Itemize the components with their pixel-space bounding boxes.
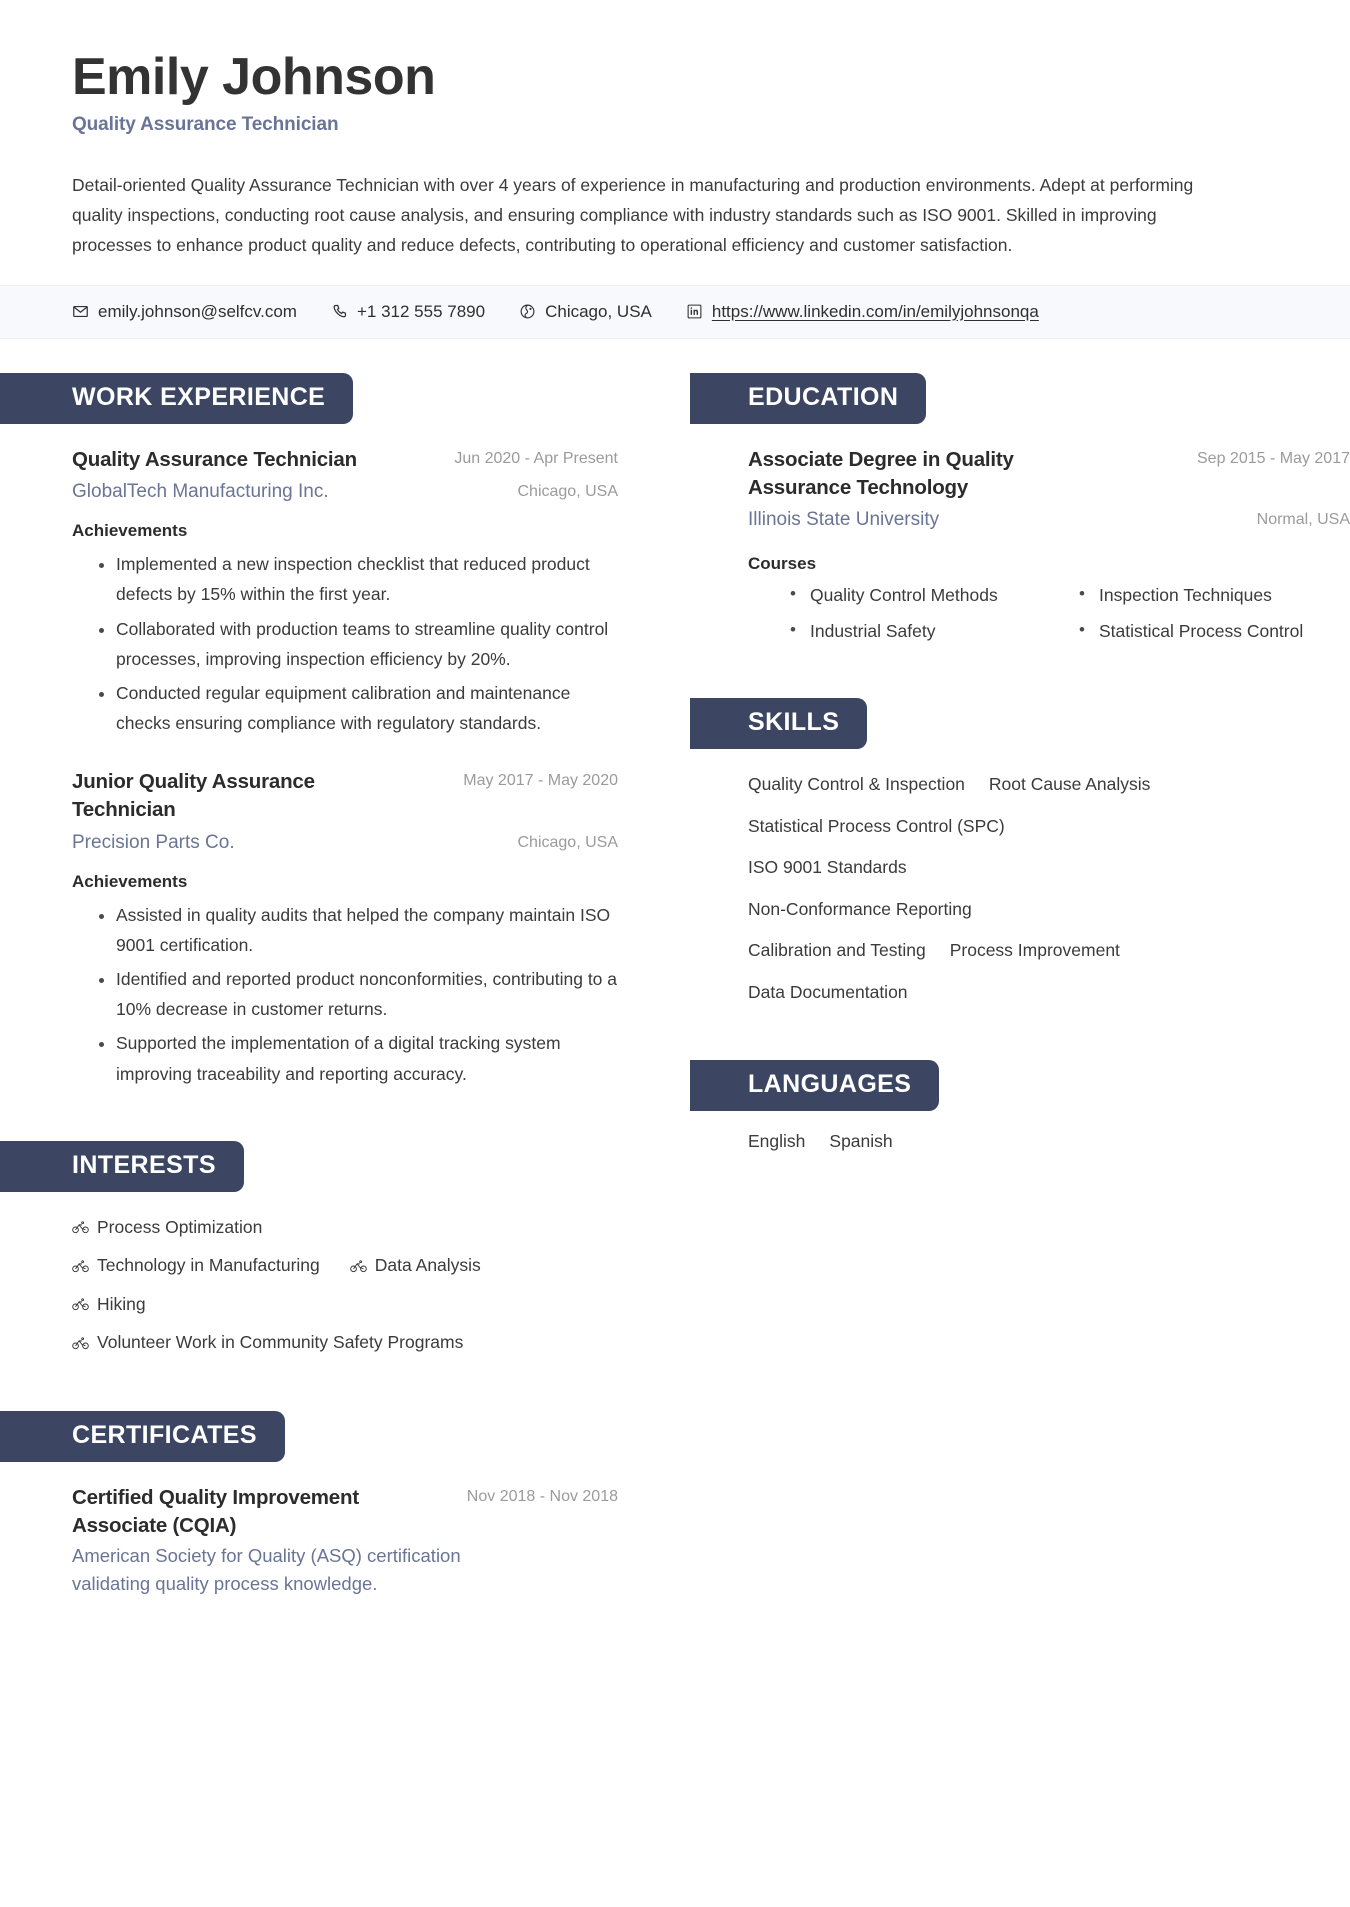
section-skills <box>690 698 1350 1008</box>
education-list <box>690 446 1350 645</box>
contact-phone-text: +1 312 555 7890 <box>356 301 486 321</box>
skill-item: Data Documentation <box>748 981 908 1002</box>
skill-item: Non-Conformance Reporting <box>748 898 972 919</box>
work-entry <box>72 446 618 738</box>
skill-item: Calibration and Testing <box>748 940 926 961</box>
education-degree: Associate Degree in Quality Assurance Technology <box>748 447 1014 499</box>
skills-body <box>690 769 1350 1008</box>
interest-item <box>72 1327 602 1359</box>
certificate-date: Nov 2018 - Nov 2018 <box>466 1487 618 1505</box>
list-item: • Conducted regular equipment calibration and maintenance checks ensuring compliance with regulatory standards. <box>116 678 618 738</box>
courses-list <box>748 582 1350 645</box>
languages-list <box>748 1131 1350 1152</box>
interest-label: Data Analysis <box>374 1255 481 1276</box>
bicycle-icon <box>72 1297 89 1311</box>
skill-item: Root Cause Analysis <box>988 774 1151 795</box>
section-education <box>690 373 1350 645</box>
contact-email[interactable] <box>72 302 297 322</box>
section-title-certificates: CERTIFICATES <box>0 1411 285 1462</box>
section-title-languages: LANGUAGES <box>690 1060 939 1111</box>
course-item: • Quality Control Methods <box>790 582 1061 608</box>
resume-header <box>0 0 1350 285</box>
certificate-title: Certified Quality Improvement Associate (CQIA) <box>72 1485 359 1537</box>
work-entry-company: Precision Parts Co. <box>72 831 235 853</box>
contact-bar <box>0 285 1350 339</box>
list-item: • Identified and reported product nonconformities, contributing to a 10% decrease in customer returns. <box>116 964 618 1024</box>
course-item: • Inspection Techniques <box>1079 582 1350 608</box>
skill-item: Statistical Process Control (SPC) <box>748 815 1005 836</box>
contact-linkedin[interactable] <box>686 302 1039 322</box>
list-item: • Implemented a new inspection checklist that reduced product defects by 15% within the first year. <box>116 549 618 609</box>
interest-item <box>72 1212 602 1244</box>
work-entry <box>72 768 618 1089</box>
course-item: • Industrial Safety <box>790 618 1061 644</box>
work-experience-list <box>0 446 690 1089</box>
globe-icon <box>519 303 536 320</box>
work-entry-location: Chicago, USA <box>517 482 618 500</box>
interest-item <box>72 1250 320 1282</box>
bicycle-icon <box>72 1220 89 1234</box>
language-item: English <box>748 1131 806 1152</box>
achievements-label: Achievements <box>72 521 188 541</box>
course-item: • Statistical Process Control <box>1079 618 1350 644</box>
achievements-label: Achievements <box>72 872 188 892</box>
education-entry <box>748 446 1350 645</box>
contact-phone[interactable] <box>331 302 485 322</box>
education-school: Illinois State University <box>748 509 940 531</box>
interest-label: Volunteer Work in Community Safety Programs <box>97 1332 464 1353</box>
candidate-job-title: Quality Assurance Technician <box>72 114 339 136</box>
linkedin-icon <box>686 303 703 320</box>
interest-label: Hiking <box>97 1293 146 1314</box>
certificate-description: American Society for Quality (ASQ) certification validating quality process knowledge. <box>72 1545 461 1594</box>
bicycle-icon <box>350 1259 367 1273</box>
resume-body <box>0 339 1350 1598</box>
certificates-list <box>0 1484 690 1598</box>
courses-label: Courses <box>748 553 817 573</box>
interest-item <box>350 1250 481 1282</box>
work-entry-location: Chicago, USA <box>517 833 618 851</box>
certificate-entry <box>72 1484 618 1598</box>
right-column <box>690 339 1350 1153</box>
language-item: Spanish <box>829 1131 893 1152</box>
contact-location <box>519 302 652 322</box>
work-entry-bullets <box>72 900 618 1089</box>
work-entry-date: May 2017 - May 2020 <box>463 771 618 789</box>
section-certificates <box>0 1411 690 1598</box>
interest-label: Process Optimization <box>97 1216 263 1237</box>
work-entry-date: Jun 2020 - Apr Present <box>454 449 618 467</box>
work-entry-bullets <box>72 549 618 738</box>
section-title-work-experience: WORK EXPERIENCE <box>0 373 353 424</box>
interest-label: Technology in Manufacturing <box>97 1255 320 1276</box>
phone-icon <box>331 303 348 320</box>
section-title-education: EDUCATION <box>690 373 926 424</box>
candidate-name: Emily Johnson <box>72 48 436 106</box>
skill-item: ISO 9001 Standards <box>748 857 907 878</box>
work-entry-title: Quality Assurance Technician <box>72 447 357 471</box>
list-item: • Collaborated with production teams to streamline quality control processes, improving inspection efficiency by 20%. <box>116 614 618 674</box>
section-title-skills: SKILLS <box>690 698 867 749</box>
bicycle-icon <box>72 1336 89 1350</box>
skill-item: Quality Control & Inspection <box>748 774 965 795</box>
left-column <box>0 339 690 1598</box>
envelope-icon <box>72 303 89 320</box>
section-interests <box>0 1141 690 1359</box>
contact-linkedin-text: https://www.linkedin.com/in/emilyjohnsonqa <box>711 301 1039 321</box>
list-item: • Supported the implementation of a digital tracking system improving traceability and reporting accuracy. <box>116 1028 618 1088</box>
section-languages <box>690 1060 1350 1152</box>
languages-body <box>690 1131 1350 1152</box>
work-entry-company: GlobalTech Manufacturing Inc. <box>72 480 329 502</box>
skills-list <box>748 769 1228 1008</box>
education-date: Sep 2015 - May 2017 <box>1197 449 1350 467</box>
professional-summary: Detail-oriented Quality Assurance Technician with over 4 years of experience in manufacturing and production environments. Adept at performing quality inspections, conducting root cause analysis, and ensuring compliance with industry standards such as ISO 9001. Skilled in improving processes to enhance product quality and reduce defects, contributing to operational efficiency and customer satisfaction. <box>72 175 1194 256</box>
section-work-experience <box>0 373 690 1089</box>
contact-location-text: Chicago, USA <box>545 301 652 321</box>
interests-body <box>0 1212 690 1359</box>
contact-email-text: emily.johnson@selfcv.com <box>98 301 297 321</box>
interest-item <box>72 1289 602 1321</box>
work-entry-title: Junior Quality Assurance Technician <box>72 769 315 822</box>
list-item: • Assisted in quality audits that helped the company maintain ISO 9001 certification. <box>116 900 618 960</box>
skill-item: Process Improvement <box>949 940 1120 961</box>
section-title-interests: INTERESTS <box>0 1141 244 1192</box>
bicycle-icon <box>72 1259 89 1273</box>
education-location: Normal, USA <box>1256 511 1350 529</box>
interests-list <box>72 1212 602 1359</box>
